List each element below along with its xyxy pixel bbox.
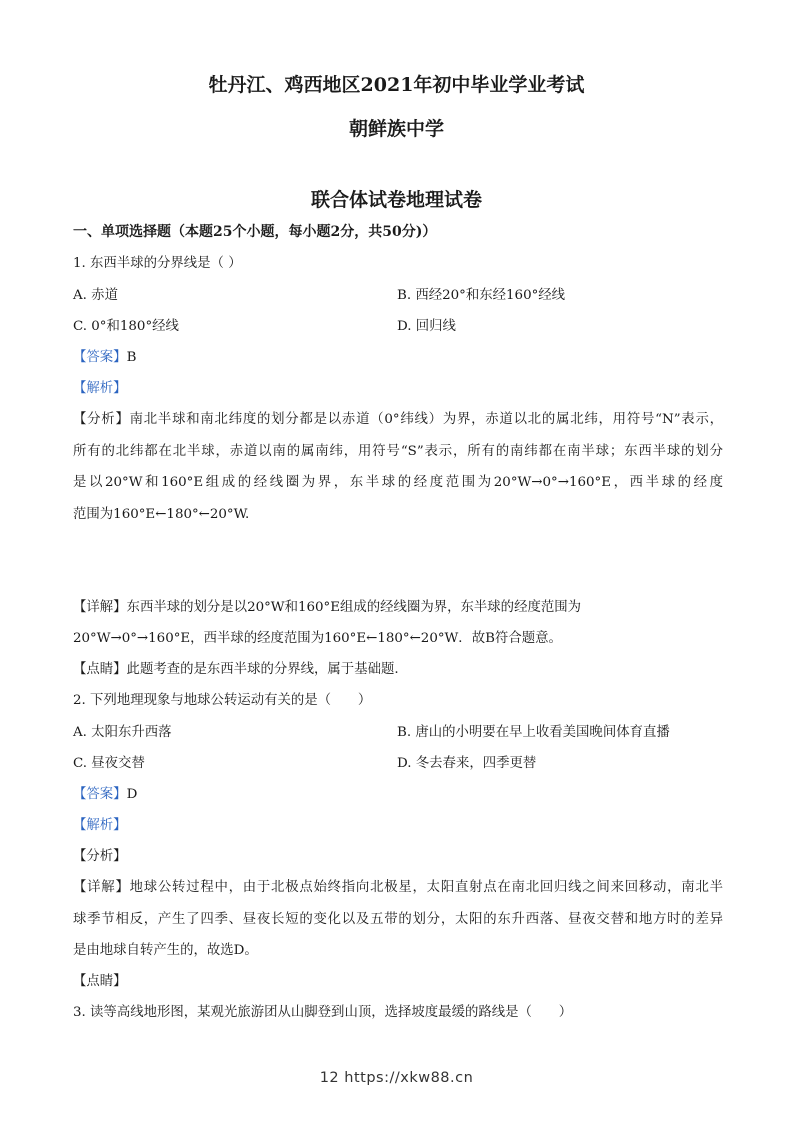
- q2-xiangjie-line-2: 球季节相反，产生了四季、昼夜长短的变化以及五带的划分，太阳的东升西落、昼夜交替和地方时的差异: [73, 912, 723, 927]
- q1-option-d: D. 回归线: [397, 319, 456, 334]
- q1-xiangjie-line-2: 20°W→0°→160°E，西半球的经度范围为160°E←180°←20°W．故B符合题意。: [73, 631, 562, 646]
- q2-option-b: B. 唐山的小明要在早上收看美国晚间体育直播: [397, 725, 670, 740]
- q1-option-c: C. 0°和180°经线: [73, 319, 179, 334]
- q1-dianjing: 【点睛】此题考查的是东西半球的分界线，属于基础题.: [73, 662, 399, 677]
- page-title: 牡丹江、鸡西地区2021年初中毕业学业考试: [208, 74, 585, 96]
- q2-option-d: D. 冬去春来，四季更替: [397, 756, 537, 771]
- paper-title: 联合体试卷地理试卷: [310, 189, 482, 211]
- q2-stem: 2. 下列地理现象与地球公转运动有关的是（ ）: [73, 693, 372, 708]
- answer-value: D: [126, 787, 138, 802]
- q1-analysis-tag: 【解析】: [73, 381, 127, 396]
- q2-option-a: A. 太阳东升西落: [73, 725, 172, 740]
- answer-value: B: [126, 350, 137, 365]
- answer-tag: 【答案】: [73, 787, 127, 802]
- q2-analysis-tag: 【解析】: [73, 818, 127, 833]
- q2-dianjing: 【点睛】: [73, 974, 127, 989]
- q1-fenxi-line-4: 范围为160°E←180°←20°W.: [73, 507, 250, 522]
- answer-tag: 【答案】: [73, 350, 127, 365]
- q1-answer: [73, 348, 136, 368]
- q2-answer: [73, 785, 137, 805]
- page-subtitle: 朝鲜族中学: [348, 118, 444, 140]
- q1-option-b: B. 西经20°和东经160°经线: [397, 288, 566, 303]
- section-heading: 一、单项选择题（本题25个小题，每小题2分，共50分)）: [73, 224, 437, 240]
- q2-fenxi: 【分析】: [73, 849, 127, 864]
- q1-stem: 1. 东西半球的分界线是（ ）: [73, 256, 242, 271]
- page-footer: 12 https://xkw88.cn: [319, 1070, 474, 1086]
- q1-fenxi-line-3: 是以20°W和160°E组成的经线圈为界，东半球的经度范围为20°W→0°→160°E，西半球的经度: [73, 475, 723, 490]
- q1-xiangjie-line-1: 【详解】东西半球的划分是以20°W和160°E组成的经线圈为界，东半球的经度范围为: [73, 600, 582, 615]
- q1-fenxi-line-1: 【分析】南北半球和南北纬度的划分都是以赤道（0°纬线）为界，赤道以北的属北纬，用符号“N”表示，: [73, 412, 723, 427]
- q2-xiangjie-line-1: 【详解】地球公转过程中，由于北极点始终指向北极星，太阳直射点在南北回归线之间来回移动，南北半: [73, 880, 723, 895]
- q1-fenxi-line-2: 所有的北纬都在北半球，赤道以南的属南纬，用符号“S”表示，所有的南纬都在南半球；东西半球的划分: [73, 444, 723, 459]
- q2-option-c: C. 昼夜交替: [73, 756, 145, 771]
- q2-xiangjie-line-3: 是由地球自转产生的，故选D。: [73, 943, 258, 958]
- q3-stem: 3. 读等高线地形图，某观光旅游团从山脚登到山顶，选择坡度最缓的路线是（ ）: [73, 1005, 573, 1020]
- q1-option-a: A. 赤道: [73, 288, 118, 303]
